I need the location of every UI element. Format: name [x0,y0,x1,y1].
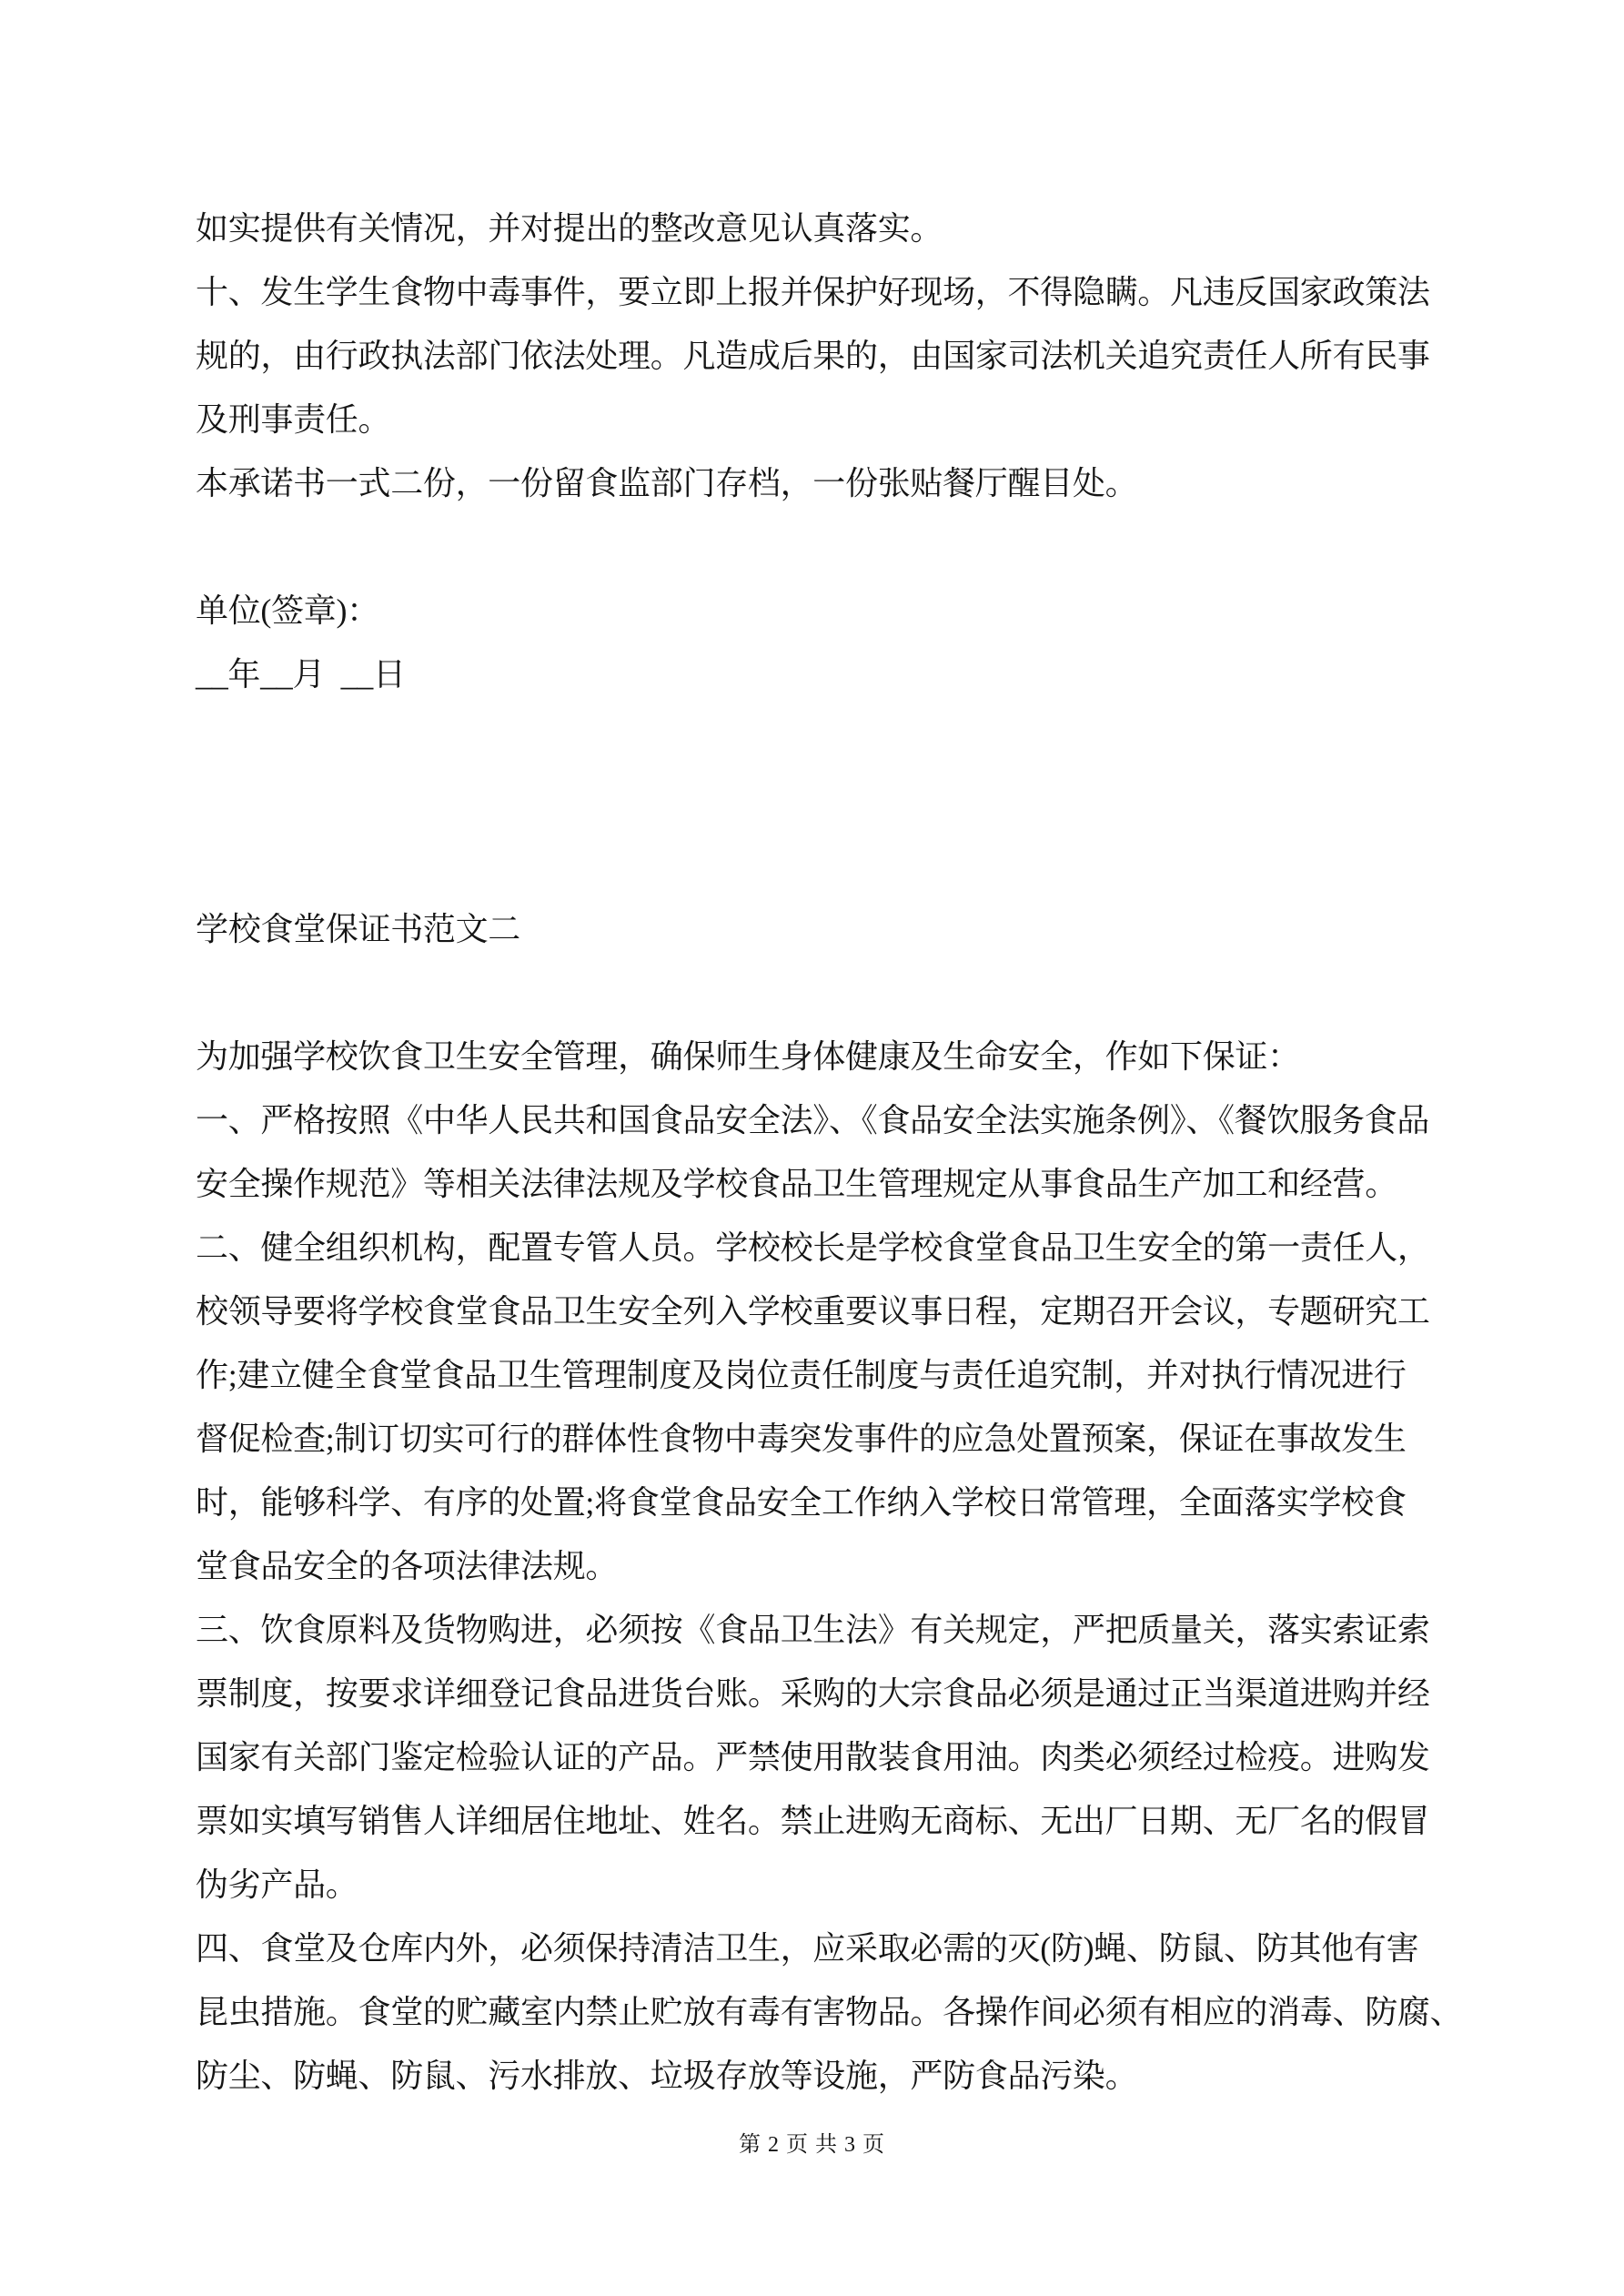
paragraph-item-3: 票制度，按要求详细登记食品进货台账。采购的大宗食品必须是通过正当渠道进购并经 [196,1675,1430,1712]
paragraph-item-3: 票如实填写销售人详细居住地址、姓名。禁止进购无商标、无出厂日期、无厂名的假冒 [196,1803,1430,1839]
section-heading: 学校食堂保证书范文二 [196,911,521,947]
paragraph-item-2: 作;建立健全食堂食品卫生管理制度及岗位责任制度与责任追究制，并对执行情况进行 [196,1357,1407,1393]
paragraph-item-10: 十、发生学生食物中毒事件，要立即上报并保护好现场，不得隐瞒。凡违反国家政策法 [196,274,1430,310]
paragraph-item-2: 堂食品安全的各项法律法规。 [196,1548,619,1584]
paragraph-item-10: 及刑事责任。 [196,401,391,438]
paragraph-item-2: 督促检查;制订切实可行的群体性食物中毒突发事件的应急处置预案，保证在事故发生 [196,1421,1407,1457]
paragraph-item-2: 校领导要将学校食堂食品卫生安全列入学校重要议事日程，定期召开会议，专题研究工 [196,1293,1430,1330]
paragraph-item-1: 安全操作规范》等相关法律法规及学校食品卫生管理规定从事食品生产加工和经营。 [196,1166,1397,1202]
paragraph-item-4: 防尘、防蝇、防鼠、污水排放、垃圾存放等设施，严防食品污染。 [196,2058,1138,2094]
signature-label: 单位(签章)： [196,592,379,629]
paragraph-item-2: 时，能够科学、有序的处置;将食堂食品安全工作纳入学校日常管理，全面落实学校食 [196,1484,1407,1521]
page-number-footer: 第 2 页 共 3 页 [739,2133,885,2157]
paragraph-item-3: 伪劣产品。 [196,1866,358,1903]
paragraph-item-10: 规的，由行政执法部门依法处理。凡造成后果的，由国家司法机关追究责任人所有民事 [196,338,1430,374]
paragraph-item-4: 四、食堂及仓库内外，必须保持清洁卫生，应采取必需的灭(防)蝇、防鼠、防其他有害 [196,1930,1419,1967]
paragraph-item-2: 二、健全组织机构，配置专管人员。学校校长是学校食堂食品卫生安全的第一责任人， [196,1229,1430,1266]
date-line: __年__月 __日 [196,656,406,693]
paragraph-copies-note: 本承诺书一式二份，一份留食监部门存档，一份张贴餐厅醒目处。 [196,465,1138,501]
paragraph-item-3: 国家有关部门鉴定检验认证的产品。严禁使用散装食用油。肉类必须经过检疫。进购发 [196,1739,1430,1775]
paragraph-item-1: 一、严格按照《中华人民共和国食品安全法》、《食品安全法实施条例》、《餐饮服务食品 [196,1102,1430,1138]
paragraph-intro: 为加强学校饮食卫生安全管理，确保师生身体健康及生命安全，作如下保证： [196,1038,1300,1075]
paragraph-item-4: 昆虫措施。食堂的贮藏室内禁止贮放有毒有害物品。各操作间必须有相应的消毒、防腐、 [196,1994,1463,2030]
paragraph-item-3: 三、饮食原料及货物购进，必须按《食品卫生法》有关规定，严把质量关，落实索证索 [196,1612,1430,1648]
paragraph-continuation: 如实提供有关情况，并对提出的整改意见认真落实。 [196,210,943,247]
